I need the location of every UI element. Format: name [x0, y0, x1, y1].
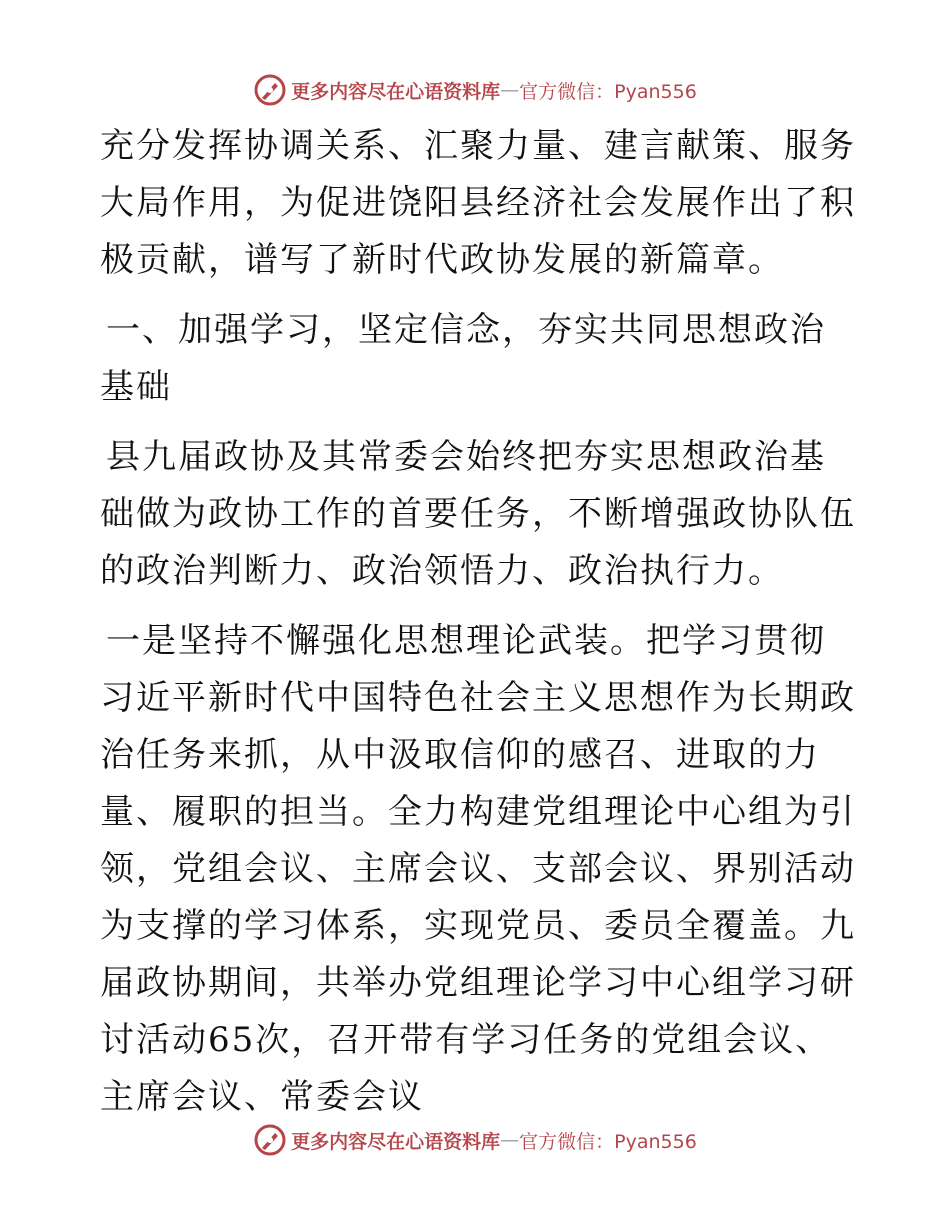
paragraph-intro: 充分发挥协调关系、汇聚力量、建言献策、服务大局作用，为促进饶阳县经济社会发展作出了积极贡献，谱写了新时代政协发展的新篇章。 [100, 126, 856, 280]
watermark-main-text: 更多内容尽在心语资料库 [291, 1130, 501, 1153]
section-heading: 一、加强学习，坚定信念，夯实共同思想政治基础 [100, 310, 826, 407]
watermark-contact-text: 官方微信：Pyan556 [519, 80, 697, 103]
watermark-main-text: 更多内容尽在心语资料库 [291, 80, 501, 103]
pen-seal-icon [253, 1123, 287, 1157]
document-body [100, 118, 860, 1126]
watermark-separator: — [500, 79, 520, 101]
footer-watermark [0, 1120, 950, 1160]
watermark-separator: — [500, 1129, 520, 1151]
pen-seal-icon [253, 73, 287, 107]
watermark-contact-text: 官方微信：Pyan556 [519, 1130, 697, 1153]
header-watermark [0, 70, 950, 110]
paragraph-point-one: 一是坚持不懈强化思想理论武装。把学习贯彻习近平新时代中国特色社会主义思想作为长期政治任务来抓，从中汲取信仰的感召、进取的力量、履职的担当。全力构建党组理论中心组为引领，党组会议、主席会议、支部会议、界别活动为支撑的学习体系，实现党员、委员全覆盖。九届政协期间，共举办党组理论学习中心组学习研讨活动65次，召开带有学习任务的党组会议、主席会议、常委会议 [100, 621, 856, 1117]
paragraph-section-summary: 县九届政协及其常委会始终把夯实思想政治基础做为政协工作的首要任务，不断增强政协队伍的政治判断力、政治领悟力、政治执行力。 [100, 437, 856, 591]
